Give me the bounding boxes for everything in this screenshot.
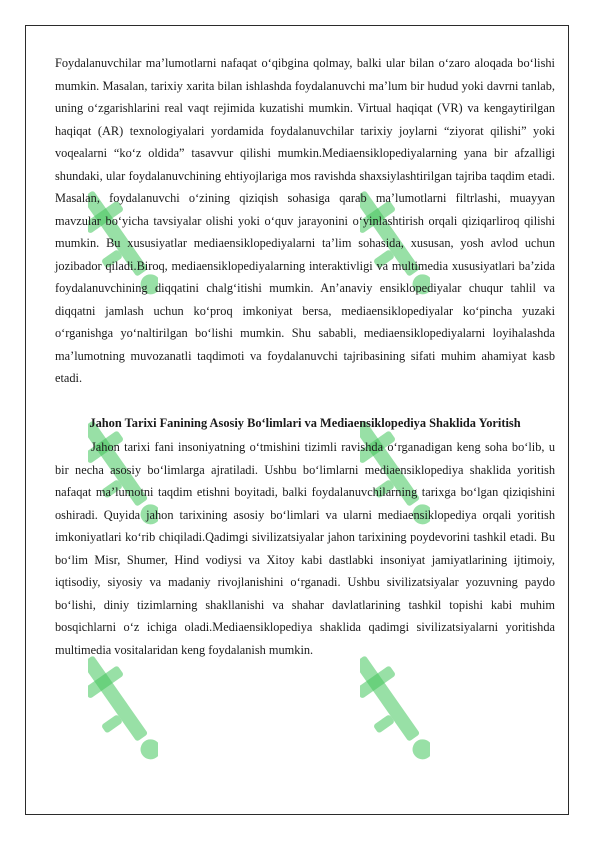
section-heading: Jahon Tarixi Fanining Asosiy Boʻlimlari va Mediaensiklopediya Shaklida Yoritish — [89, 415, 521, 430]
body-paragraph: Jahon tarixi fani insoniyatning oʻtmishini tizimli ravishda oʻrganadigan keng soha boʻlib, u bir necha asosiy boʻlimlarga ajratiladi. Ushbu boʻlimlarni mediaensiklopediya shaklida yoritish nafaqat maʼlumotni taqdim etishni boyitadi, balki foydalanuvchilarning tarixga boʻlgan qiziqishini oshiradi. Quyida jahon tarixining asosiy boʻlimlari va ularni mediaensiklopediya orqali yoritish imkoniyatlari koʻrib chiqiladi.Qadimgi sivilizatsiyalar jahon tarixining poydevorini tashkil etadi. Bu boʻlim Misr, Shumer, Hind vodiysi va Xitoy kabi dastlabki insoniyat jamiyatlarining ijtimoiy, iqtisodiy, siyosiy va madaniy rivojlanishini oʻrganadi. Ushbu sivilizatsiyalar yozuvning paydo boʻlishi, diniy tizimlarning shakllanishi va shahar davlatlarining tashkil topishi kabi muhim bosqichlarni oʻz ichiga oladi.Mediaensiklopediya shaklida qadimgi sivilizatsiyalarni yoritishda multimedia vositalaridan keng foydalanish mumkin. — [55, 440, 555, 657]
watermark-logo-icon — [360, 640, 430, 780]
document-body — [55, 52, 555, 661]
watermark-logo-icon — [88, 640, 158, 780]
body-paragraph: Foydalanuvchilar maʼlumotlarni nafaqat oʻqibgina qolmay, balki ular bilan oʻzaro aloqada boʻlishi mumkin. Masalan, tarixiy xarita bilan ishlashda foydalanuvchi maʼlum bir hudud yoki davrni tanlab, uning oʻzgarishlarini real vaqt rejimida kuzatishi mumkin. Virtual haqiqat (VR) va kengaytirilgan haqiqat (AR) texnologiyalari yordamida foydalanuvchilar tarixiy joylarni “ziyorat qilishi” yoki voqealarni “koʻz oldida” tasavvur qilishi mumkin.Mediaensiklopediyalarning yana bir afzalligi shundaki, ular foydalanuvchining ehtiyojlariga mos ravishda shaxsiylashtirilgan tajriba taqdim etadi. Masalan, foydalanuvchi oʻzining qiziqish sohasiga qarab maʼlumotlarni filtrlashi, muayyan mavzular boʻyicha tavsiyalar olishi yoki oʻquv jarayonini oʻyinlashtirish orqali qiziqarliroq qilishi mumkin. Bu xususiyatlar mediaensiklopediyalarni taʼlim sohasida, xususan, yosh avlod uchun jozibador qiladi.Biroq, mediaensiklopediyalarning interaktivligi va multimedia xususiyatlari baʼzida foydalanuvchining diqqatini chalgʻitishi mumkin. Anʼanaviy ensiklopediyalar chuqur tahlil va diqqatni jamlash uchun koʻproq imkoniyat bersa, mediaensiklopediyalar koʻpincha yuzaki oʻrganishga yoʻnaltirilgan boʻlishi mumkin. Shu sababli, mediaensiklopediyalarni loyihalashda maʼlumotning muvozanatli taqdimoti va foydalanuvchi tajribasining sifati muhim ahamiyat kasb etadi. — [55, 56, 555, 385]
